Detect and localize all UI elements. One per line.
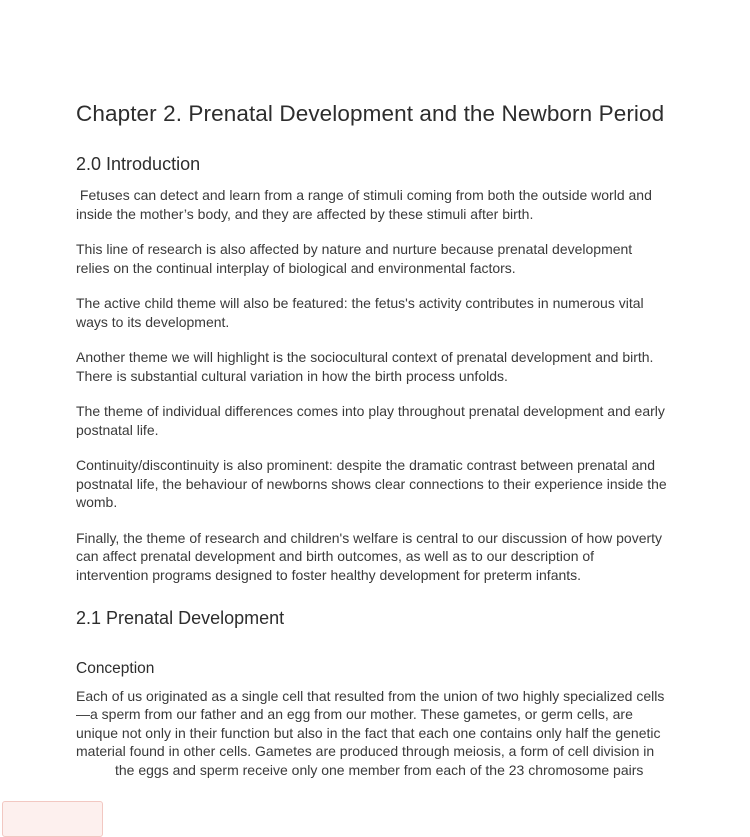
subheading-conception: Conception bbox=[76, 660, 155, 677]
annotation-highlight-box bbox=[2, 801, 103, 837]
conception-paragraph bbox=[76, 687, 667, 780]
section-heading-prenatal-development: 2.1 Prenatal Development bbox=[76, 608, 285, 628]
intro-paragraph-3: The active child theme will also be featured: the fetus's activity contributes in numerous vital ways to its development. bbox=[76, 295, 644, 330]
intro-paragraph-5: The theme of individual differences comes into play throughout prenatal development and early postnatal life. bbox=[76, 403, 665, 438]
section-heading-introduction: 2.0 Introduction bbox=[76, 154, 201, 174]
intro-paragraph-1: Fetuses can detect and learn from a range of stimuli coming from both the outside world and inside the mother’s body, and they are affected by these stimuli after birth. bbox=[76, 187, 652, 222]
intro-paragraph-4: Another theme we will highlight is the sociocultural context of prenatal development and birth. There is substantial cultural variation in how the birth process unfolds. bbox=[76, 349, 654, 384]
intro-paragraph-6: Continuity/discontinuity is also prominent: despite the dramatic contrast between prenatal and postnatal life, the behaviour of newborns shows clear connections to their experience inside the womb. bbox=[76, 457, 667, 510]
conception-paragraph-continuation: the eggs and sperm receive only one member from each of the 23 chromosome pairs bbox=[115, 761, 644, 778]
chapter-title: Chapter 2. Prenatal Development and the Newborn Period bbox=[76, 101, 665, 126]
intro-paragraph-7: Finally, the theme of research and children's welfare is central to our discussion of how poverty can affect prenatal development and birth outcomes, as well as to our description of intervention programs designed to foster healthy development for preterm infants. bbox=[76, 529, 663, 583]
intro-paragraph-2: This line of research is also affected by nature and nurture because prenatal development relies on the continual interplay of biological and environmental factors. bbox=[76, 241, 633, 276]
document-page bbox=[76, 0, 667, 779]
conception-paragraph-text: Each of us originated as a single cell that resulted from the union of two highly specialized cells—a sperm from our father and an egg from our mother. These gametes, or germ cells, are unique not only in their function but also in the fact that each one contains only half the genetic material found in other cells. Gametes are produced through meiosis, a form of cell division in bbox=[76, 687, 665, 759]
